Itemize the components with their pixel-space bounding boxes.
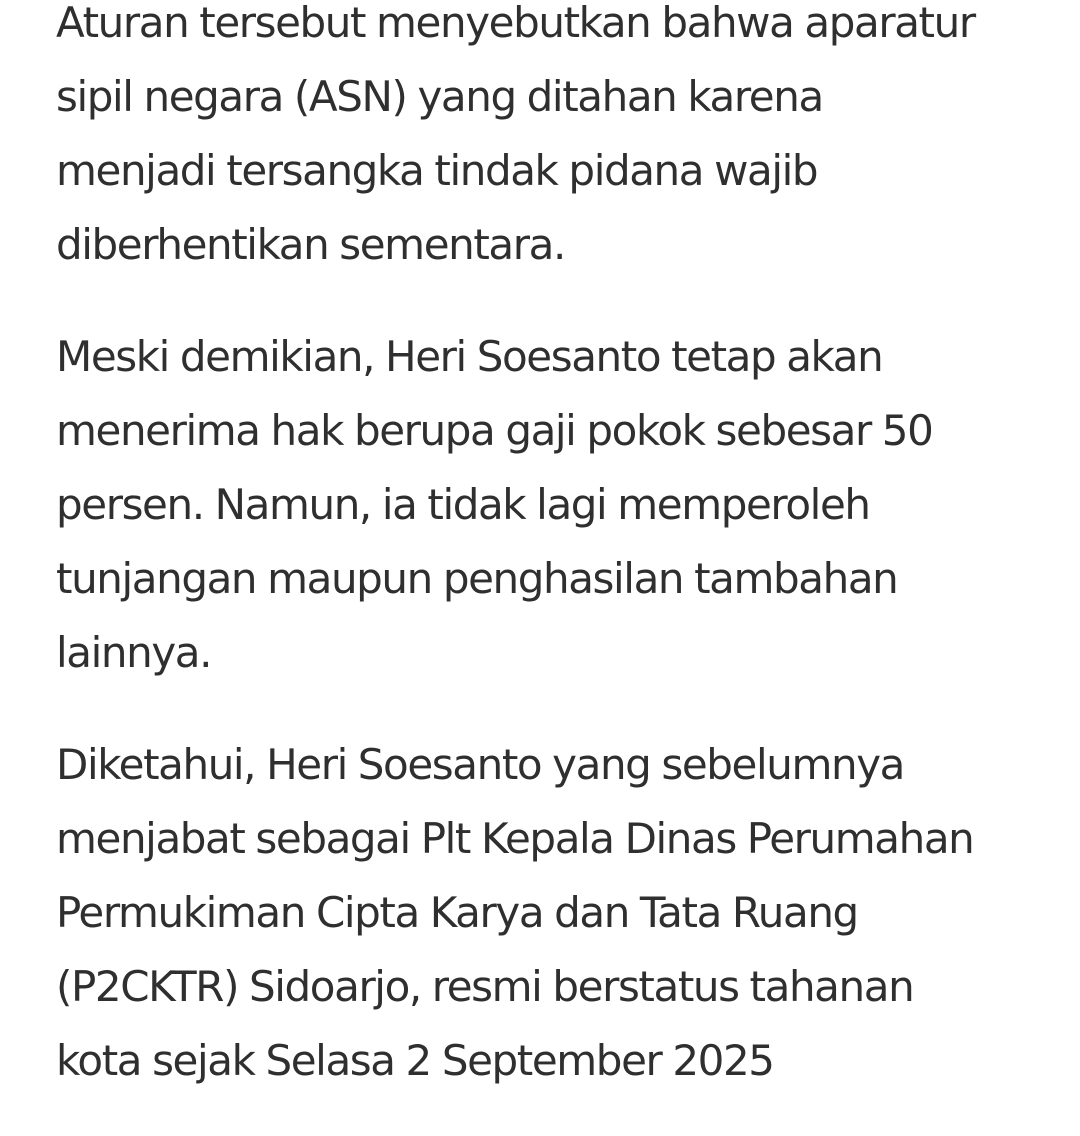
paragraph-line: persen. Namun, ia tidak lagi memperoleh [56,480,870,529]
article-body [56,0,1046,1136]
paragraph-line: menerima hak berupa gaji pokok sebesar 50 [56,406,933,455]
paragraph-line: tunjangan maupun penghasilan tambahan [56,554,898,603]
paragraph-line: Permukiman Cipta Karya dan Tata Ruang [56,888,858,937]
paragraph-line: Aturan tersebut menyebutkan bahwa aparatur [56,0,975,47]
paragraph-line: diberhentikan sementara. [56,220,565,269]
paragraph-line: lainnya. [56,628,212,677]
paragraph-line: menjadi tersangka tindak pidana wajib [56,146,818,195]
paragraph-3 [56,728,1046,1098]
paragraph-line: kota sejak Selasa 2 September 2025 [56,1036,774,1085]
paragraph-line: menjabat sebagai Plt Kepala Dinas Perumahan [56,814,974,863]
paragraph-2 [56,320,1046,690]
paragraph-line: Diketahui, Heri Soesanto yang sebelumnya [56,740,905,789]
paragraph-line: (P2CKTR) Sidoarjo, resmi berstatus tahanan [56,962,914,1011]
paragraph-1 [56,0,1046,282]
paragraph-line: sipil negara (ASN) yang ditahan karena [56,72,823,121]
paragraph-line: Meski demikian, Heri Soesanto tetap akan [56,332,883,381]
